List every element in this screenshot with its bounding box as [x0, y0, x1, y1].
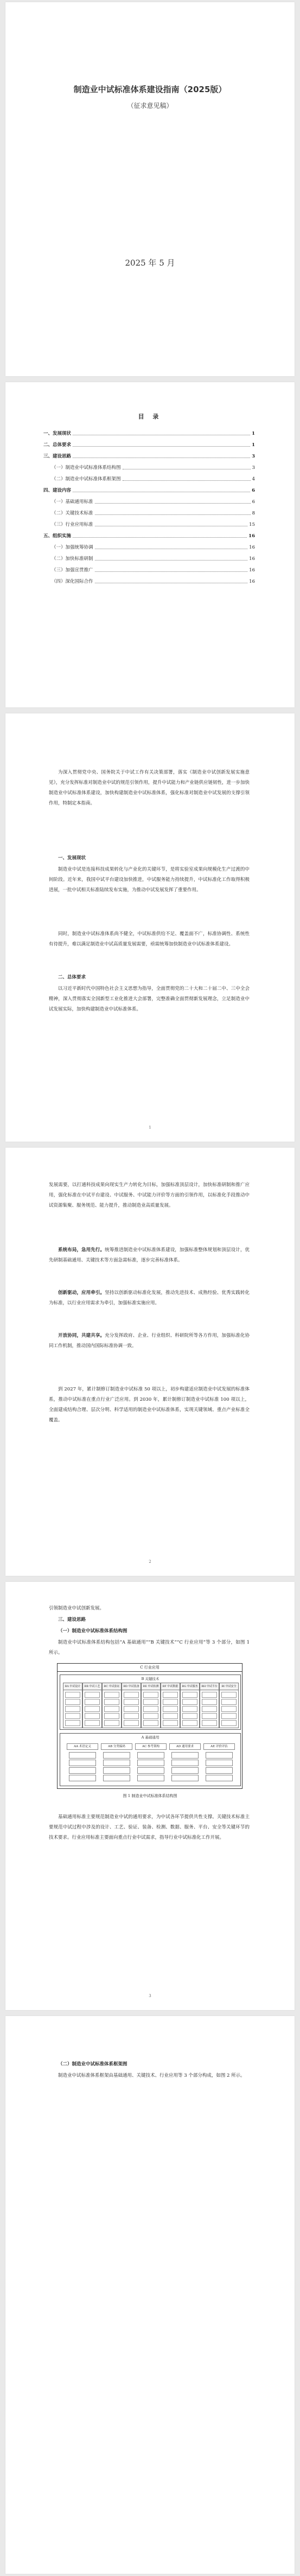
- diagram-base-item: AA 术语定义: [67, 1743, 98, 1750]
- toc-entry[interactable]: [52, 510, 255, 517]
- diagram-base-item: AE 评价评估: [203, 1743, 235, 1750]
- principle-title: 创新驱动，应用牵引。: [58, 1290, 105, 1296]
- diagram-sub-box: [182, 1706, 197, 1712]
- principle-paragraph: [49, 1331, 250, 1351]
- diagram-header: C 行业应用: [58, 1664, 242, 1672]
- toc-leader-dots: [95, 560, 248, 561]
- body-page-4: [5, 2016, 295, 2574]
- toc-entry[interactable]: [52, 566, 255, 574]
- toc-entry-page: 6: [252, 499, 255, 505]
- diagram-sub-box: [171, 1775, 199, 1781]
- toc-entry-page: 4: [252, 476, 255, 482]
- diagram-sub-box: [143, 1713, 158, 1719]
- diagram-sub-box: [104, 1692, 119, 1698]
- paragraph: 制造业中试标准体系框架由基础通用、关键技术、行业应用等 3 个部分构成，如图 2 所示。: [58, 2073, 245, 2078]
- body-page-1: [5, 713, 295, 1142]
- toc-leader-dots: [73, 446, 250, 447]
- diagram-column: [180, 1683, 200, 1728]
- toc-entry[interactable]: [52, 498, 255, 506]
- diagram-base-item: AD 通用要求: [169, 1743, 201, 1750]
- diagram-sub-box: [221, 1713, 237, 1719]
- toc-entry-page: 1: [252, 431, 255, 436]
- diagram-sub-box: [103, 1752, 130, 1759]
- diagram-sub-box: [137, 1775, 164, 1781]
- page-number: 2: [149, 1560, 151, 1564]
- diagram-sub-box: [163, 1713, 178, 1719]
- diagram-sub-box: [202, 1699, 217, 1705]
- principle-title: 开放协同，共建共享。: [58, 1333, 105, 1338]
- diagram-column-title: BE 中试检测: [142, 1683, 160, 1690]
- diagram-sub-box: [69, 1760, 96, 1766]
- toc-entry-label: （三）行业应用标准: [52, 522, 93, 527]
- diagram-sub-box: [206, 1752, 233, 1759]
- diagram-sub-box: [163, 1706, 178, 1712]
- diagram-sub-box: [163, 1720, 178, 1726]
- toc-entry-page: 15: [249, 522, 255, 527]
- paragraph: 引领制造业中试创新发展。: [49, 1606, 105, 1611]
- diagram-sub-box: [163, 1692, 178, 1698]
- toc-entry-label: （二）加快标准研制: [52, 556, 93, 562]
- diagram-column-title: BH 中试平台: [200, 1683, 219, 1690]
- diagram-sub-box: [124, 1720, 139, 1726]
- toc-entry-label: 一、发展现状: [43, 431, 72, 436]
- toc-entry[interactable]: [43, 487, 255, 494]
- diagram-sub-box: [221, 1706, 237, 1712]
- paragraph: 以习近平新时代中国特色社会主义思想为指导，全面贯彻党的二十大和二十届二中、三中全会精神，深入贯彻落实全国新型工业化推进大会部署，完整准确全面贯彻新发展理念，立足制造业中试发展实际，加快构建制造业中试标准体系。: [49, 986, 250, 1012]
- diagram-sub-box: [85, 1720, 100, 1726]
- diagram-sub-box: [143, 1720, 158, 1726]
- document-title: 制造业中试标准体系建设指南（2025版）: [73, 85, 227, 94]
- principle-paragraph: [49, 1288, 250, 1309]
- toc-leader-dots: [95, 514, 251, 515]
- diagram-sub-box: [182, 1699, 197, 1705]
- diagram-sub-box: [143, 1692, 158, 1698]
- diagram-base-item: AB 分类编码: [101, 1743, 132, 1750]
- diagram-sub-box: [104, 1699, 119, 1705]
- toc-entry-page: 6: [252, 488, 255, 493]
- toc-title: 目 录: [138, 413, 162, 420]
- toc-entry-label: （四）深化国际合作: [52, 579, 93, 584]
- diagram-column: [63, 1683, 82, 1728]
- toc-entry-label: 二、总体要求: [43, 442, 72, 448]
- toc-entry-label: 三、建设思路: [43, 454, 72, 459]
- diagram-base-item: AC 参考架构: [135, 1743, 167, 1750]
- cover-page: [5, 2, 295, 376]
- paragraph: 到 2027 年，累计制修订制造业中试标准 50 项以上，初步构建适应制造业中试发展的标准体系，推动中试标准在重点行业广泛应用。到 2030 年，累计制修订制造业中试标准 100 项以上，全面建成结构合理、层次分明、科学适用的制造业中试标准体系，实现关键领域、重点产业标准全覆盖。: [49, 1387, 250, 1423]
- diagram-column-title: BF 中试数据: [161, 1683, 180, 1690]
- toc-entry-label: 四、建设内容: [43, 488, 72, 493]
- toc-entry-page: 3: [252, 454, 255, 459]
- body-page-3: [5, 1582, 295, 2010]
- diagram-sub-box: [65, 1713, 80, 1719]
- toc-entry-label: （一）基础通用标准: [52, 499, 93, 505]
- diagram-sub-box: [103, 1760, 130, 1766]
- toc-entry-page: 16: [249, 579, 255, 584]
- diagram-sub-box: [163, 1699, 178, 1705]
- paragraph: 制造业中试标准体系结构包括“A 基础通用”“B 关键技术”“C 行业应用”等 3 个部分，如图 1 所示。: [49, 1640, 250, 1656]
- diagram-sub-box: [137, 1767, 164, 1774]
- diagram-column-title: BI 中试安全: [220, 1683, 238, 1690]
- toc-entry-label: （二）关键技术标准: [52, 511, 93, 516]
- toc-entry-label: （一）制造业中试标准体系结构图: [52, 465, 121, 471]
- paragraph: 基础通用标准主要规范制造业中试的通用要求，为中试各环节提供共性支撑。关键技术标准主要规范中试过程中涉及的设计、工艺、验证、装备、检测、数据、服务、平台、安全等关键环节的技术要求。行业应用标准主要面向重点行业中试需求，指导行业中试标准化工作开展。: [49, 1814, 250, 1840]
- toc-entry[interactable]: [52, 544, 255, 551]
- toc-entry[interactable]: [52, 521, 255, 529]
- toc-entry[interactable]: [43, 532, 255, 540]
- diagram-sub-box: [65, 1692, 80, 1698]
- diagram-sub-box: [182, 1713, 197, 1719]
- diagram-sub-box: [182, 1720, 197, 1726]
- diagram-column-title: BC 中试验证: [103, 1683, 121, 1690]
- diagram-sub-box: [143, 1706, 158, 1712]
- diagram-sub-box: [202, 1692, 217, 1698]
- diagram-sub-box: [104, 1720, 119, 1726]
- toc-leader-dots: [73, 537, 247, 538]
- toc-entry-label: 五、组织实施: [43, 533, 72, 539]
- toc-entry-label: （一）加强统筹协调: [52, 545, 93, 550]
- diagram-sub-box: [137, 1760, 164, 1766]
- diagram-sub-box: [137, 1752, 164, 1759]
- toc-entry-page: 8: [252, 511, 255, 516]
- diagram-sub-box: [182, 1692, 197, 1698]
- diagram-sub-box: [124, 1706, 139, 1712]
- diagram-column-title: BD 中试装备: [122, 1683, 141, 1690]
- page-number: 1: [149, 1125, 151, 1130]
- toc-leader-dots: [123, 480, 251, 481]
- diagram-sub-box: [65, 1720, 80, 1726]
- figure-caption: 图 1 制造业中试标准体系结构图: [123, 1794, 177, 1798]
- diagram-column-title: BA 中试设计: [63, 1683, 82, 1690]
- diagram-sub-box: [69, 1767, 96, 1774]
- diagram-sub-box: [65, 1706, 80, 1712]
- diagram-sub-box: [221, 1699, 237, 1705]
- diagram-sub-box: [85, 1699, 100, 1705]
- diagram-sub-box: [202, 1720, 217, 1726]
- toc-entry[interactable]: [43, 441, 255, 449]
- toc-page: [5, 382, 295, 707]
- toc-leader-dots: [95, 503, 251, 504]
- base-box: [60, 1733, 241, 1786]
- toc-entry-page: 16: [249, 568, 255, 573]
- diagram-sub-box: [103, 1775, 130, 1781]
- diagram-sub-box: [85, 1713, 100, 1719]
- toc-leader-dots: [95, 571, 248, 572]
- diagram-column: [122, 1683, 141, 1728]
- diagram-sub-box: [85, 1706, 100, 1712]
- toc-entry[interactable]: [52, 464, 255, 472]
- diagram-sub-box: [206, 1760, 233, 1766]
- subsection-heading-structure: （一）制造业中试标准体系结构图: [58, 1628, 127, 1634]
- principle-paragraph: [49, 1245, 250, 1266]
- key-tech-box: [60, 1675, 241, 1730]
- diagram-column: [161, 1683, 180, 1728]
- toc-entry[interactable]: [52, 475, 255, 483]
- diagram-column: [219, 1683, 239, 1728]
- section-heading-status: 一、发展现状: [58, 855, 86, 861]
- subsection-heading-framework: （二）制造业中试标准体系框架图: [58, 2062, 127, 2067]
- key-tech-title: B 关键技术: [141, 1677, 159, 1681]
- diagram-sub-box: [206, 1767, 233, 1774]
- toc-entry[interactable]: [43, 453, 255, 460]
- paragraph: 发展需要，以打通科技成果向现实生产力转化为目标，加强标准顶层设计，加快标准研制和推广应用，强化标准在中试平台建设、中试服务、中试能力评价等方面的引领作用，以标准化手段推动中试资源集聚、服务规范、能力提升，推动制造业高质量发展。: [49, 1182, 250, 1208]
- diagram-column-title: BB 中试工艺: [83, 1683, 101, 1690]
- toc-entry-page: 16: [249, 545, 255, 550]
- toc-entry-page: 16: [248, 533, 255, 539]
- paragraph: 同时，制造业中试标准体系尚不健全，中试标准供给不足、覆盖面不广，标准协调性、系统性有待提升，难以满足制造业中试高质量发展需要，亟需统筹加快制造业中试标准体系建设。: [49, 931, 250, 947]
- diagram-sub-box: [206, 1775, 233, 1781]
- toc-entry-page: 3: [252, 465, 255, 471]
- toc-entry-label: （二）制造业中试标准体系框架图: [52, 476, 121, 482]
- principle-text: 坚持以创新驱动标准化发展，推动先进技术、成熟经验、优秀实践转化为标准，以行业应用需求为牵引，加强标准实施应用。: [49, 1290, 250, 1306]
- principle-text: 充分发挥政府、企业、行业组织、科研院所等各方作用，加强标准化协同工作机制，推动国内国际标准协调一致。: [49, 1333, 250, 1349]
- document-date: 2025 年 5 月: [125, 258, 175, 268]
- diagram-sub-box: [221, 1692, 237, 1698]
- principle-text: 统筹推进制造业中试标准体系建设，加强标准整体规划和顶层设计，优先研制基础通用、关键技术等方面急需标准，逐步完善标准体系。: [49, 1247, 250, 1263]
- diagram-sub-box: [171, 1767, 199, 1774]
- diagram-sub-box: [65, 1699, 80, 1705]
- diagram-sub-box: [69, 1752, 96, 1759]
- paragraph: 制造业中试是连接科技成果转化与产业化的关键环节，是将实验室成果向规模化生产过渡的中间阶段。近年来，我国中试平台建设加快推进，中试服务能力持续提升，中试标准化工作取得积极进展，一批中试相关标准陆续发布实施，为推动中试发展发挥了重要作用。: [49, 867, 250, 893]
- diagram-sub-box: [221, 1720, 237, 1726]
- diagram-sub-box: [124, 1692, 139, 1698]
- diagram-column: [82, 1683, 102, 1728]
- diagram-sub-box: [103, 1767, 130, 1774]
- intro-paragraph: 为深入贯彻党中央、国务院关于中试工作有关决策部署，落实《制造业中试创新发展实施意见》，充分发挥标准对制造业中试的规范引领作用，提升中试能力和产业链供应链韧性，进一步加快制造业中试标准体系建设，加快构建制造业中试标准体系，强化标准对制造业中试发展的支撑引领作用，特制定本指南。: [49, 770, 250, 806]
- diagram-sub-box: [171, 1752, 199, 1759]
- section-heading-requirements: 二、总体要求: [58, 975, 86, 980]
- diagram-column: [141, 1683, 161, 1728]
- diagram-column: [102, 1683, 122, 1728]
- diagram-sub-box: [202, 1713, 217, 1719]
- diagram-sub-box: [104, 1713, 119, 1719]
- diagram-sub-box: [124, 1699, 139, 1705]
- diagram-sub-box: [104, 1706, 119, 1712]
- toc-entry-page: 1: [252, 442, 255, 448]
- principle-title: 系统布局，急用先行。: [58, 1247, 105, 1253]
- structure-diagram: [57, 1663, 242, 1789]
- diagram-column: [200, 1683, 219, 1728]
- toc-entry[interactable]: [43, 430, 255, 437]
- diagram-sub-box: [124, 1713, 139, 1719]
- toc-entry-page: 16: [249, 556, 255, 562]
- document-subtitle: （征求意见稿）: [127, 102, 173, 110]
- diagram-sub-box: [171, 1760, 199, 1766]
- toc-entry[interactable]: [52, 555, 255, 563]
- section-heading-approach: 三、建设思路: [58, 1617, 86, 1622]
- page-number: 3: [149, 1994, 151, 1998]
- diagram-sub-box: [69, 1775, 96, 1781]
- toc-entry-label: （三）加强宣贯推广: [52, 568, 93, 573]
- diagram-sub-box: [85, 1692, 100, 1698]
- diagram-sub-box: [202, 1706, 217, 1712]
- toc-entry[interactable]: [52, 578, 255, 585]
- body-page-2: [5, 1148, 295, 1576]
- diagram-column-title: BG 中试服务: [181, 1683, 199, 1690]
- diagram-sub-box: [143, 1699, 158, 1705]
- base-title: A 基础通用: [141, 1735, 159, 1740]
